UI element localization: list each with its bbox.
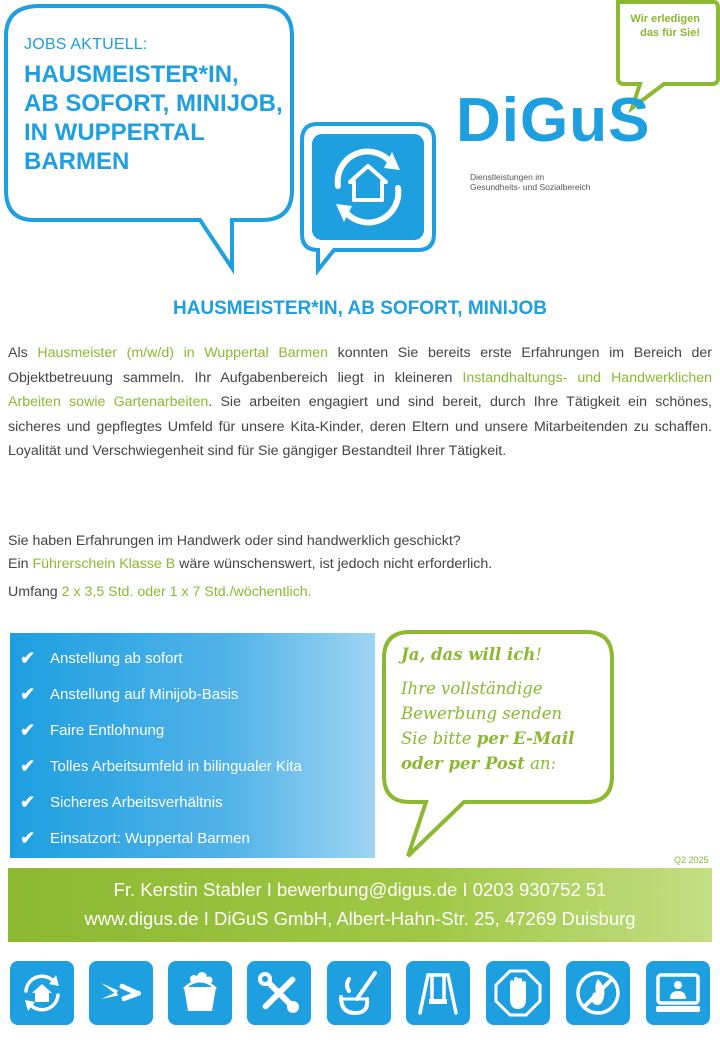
highlight-text: Hausmeister (m/w/d) in Wuppertal Barmen <box>37 345 329 361</box>
contact-line[interactable]: Fr. Kerstin Stabler I bewerbung@digus.de I 0203 930752 51 <box>113 879 607 900</box>
benefits-box <box>10 633 375 858</box>
benefit-item: ✔ Faire Entlohnung <box>20 719 165 740</box>
job-description: Als Hausmeister (m/w/d) in Wuppertal Barmen konnten Sie bereits erste Erfahrungen im Bereich der Objektbetreuung sammeln. Ihr Aufgabenbereich liegt in kleineren Instandhaltungs- und Handwerklichen Arbeiten sowie Gartenarbeiten. Sie arbeiten engagiert und sind bereit, durch Ihre Tätigkeit ein schönes, sicheres und gepflegtes Umfeld für unsere Kita-Kinder, deren Eltern und unsere Mitarbeitenden zu schaffen. Loyalität und Verschwiegenheit sind für Sie gängiger Bestandteil Ihrer Tätigkeit. <box>8 345 713 459</box>
job-title-line: HAUSMEISTER*IN, <box>24 61 239 88</box>
page-headline: HAUSMEISTER*IN, AB SOFORT, MINIJOB <box>172 298 548 319</box>
stop-hand-icon <box>486 961 550 1025</box>
computer-icon <box>646 961 710 1025</box>
benefit-item: ✔ Sicheres Arbeitsverhältnis <box>20 791 223 812</box>
contact-bar <box>8 868 712 942</box>
swing-icon <box>406 961 470 1025</box>
requirement-line: Sie haben Erfahrungen im Handwerk oder sind handwerklich geschickt? <box>8 533 461 549</box>
check-icon: ✔ <box>20 719 36 740</box>
garden-shears-icon <box>89 961 153 1025</box>
check-icon: ✔ <box>20 791 36 812</box>
contact-line[interactable]: www.digus.de I DiGuS GmbH, Albert-Hahn-Str. 25, 47269 Duisburg <box>84 908 636 929</box>
jobs-label: JOBS AKTUELL: <box>24 36 148 53</box>
job-title-line: IN WUPPERTAL <box>24 119 205 146</box>
no-fire-icon <box>566 961 630 1025</box>
job-title <box>24 60 294 176</box>
benefit-item: ✔ Tolles Arbeitsumfeld in bilingualer Kita <box>20 755 302 776</box>
job-title-line: BARMEN <box>24 148 130 175</box>
check-icon: ✔ <box>20 647 36 668</box>
job-title-line: AB SOFORT, MINIJOB, <box>24 90 283 117</box>
bucket-icon <box>168 961 232 1025</box>
digus-logo: DiGuS <box>456 86 651 155</box>
highlight-text: Instandhaltungs- und Handwerklichen Arbeiten sowie Gartenarbeiten <box>8 369 713 410</box>
benefit-item: ✔ Anstellung auf Minijob-Basis <box>20 683 239 704</box>
date-code: Q2 2025 <box>674 855 709 865</box>
slogan: Wir erledigen das für Sie! <box>630 13 700 39</box>
check-icon: ✔ <box>20 827 36 848</box>
requirement-line: Umfang 2 x 3,5 Std. oder 1 x 7 Std./wöchentlich. <box>8 584 312 600</box>
plumbing-icon <box>327 961 391 1025</box>
apply-text: Ja, das will ich! Ihre vollständige Bewerbung senden Sie bitte per E-Mail oder per Post an: <box>401 645 575 773</box>
check-icon: ✔ <box>20 755 36 776</box>
benefit-item: ✔ Einsatzort: Wuppertal Barmen <box>20 827 250 848</box>
check-icon: ✔ <box>20 683 36 704</box>
logo-tagline: Dienstleistungen im Gesundheits- und Sozialbereich <box>470 172 591 192</box>
house-refresh-icon <box>10 961 74 1025</box>
tools-icon <box>247 961 311 1025</box>
requirement-line: Ein Führerschein Klasse B wäre wünschenswert, ist jedoch nicht erforderlich. <box>8 556 493 572</box>
benefit-item: ✔ Anstellung ab sofort <box>20 647 183 668</box>
